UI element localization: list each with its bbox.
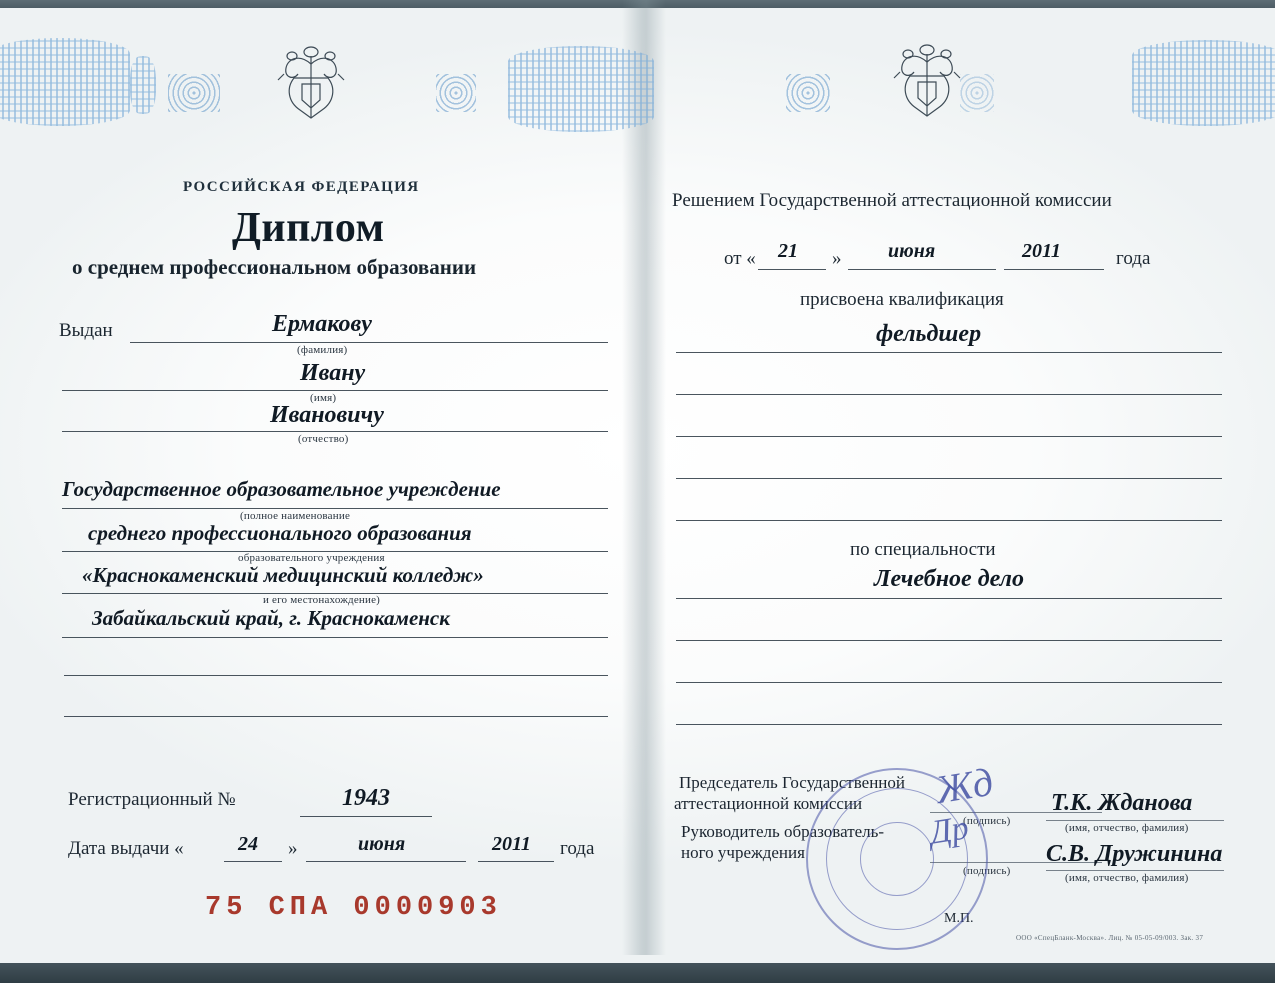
blank-rule-left-1	[64, 675, 608, 676]
security-guilloche-band	[0, 28, 1275, 146]
issue-year-rule	[478, 861, 554, 862]
commission-decision-line: Решением Государственной аттестационной комиссии	[672, 190, 1112, 211]
specialty-rule-4	[676, 724, 1222, 725]
chairman-signature: Жд	[932, 758, 997, 813]
decision-day-rule	[758, 269, 826, 270]
chairman-name-rule	[1046, 820, 1224, 821]
issue-year-suffix: года	[560, 838, 595, 859]
specialty-rule-3	[676, 682, 1222, 683]
firstname-value: Ивану	[300, 360, 366, 386]
head-name: С.В. Дружинина	[1046, 841, 1223, 867]
decision-year: 2011	[1022, 240, 1061, 262]
chairman-name: Т.К. Жданова	[1051, 790, 1193, 816]
issue-date-label: Дата выдачи «	[68, 838, 184, 859]
institution-line-1: Государственное образовательное учреждение	[62, 477, 501, 501]
qualification-rule-1	[676, 352, 1222, 353]
issue-month: июня	[358, 833, 406, 855]
institution-rule-1	[62, 508, 608, 509]
head-name-rule	[1046, 870, 1224, 871]
surname-rule	[130, 342, 608, 343]
qualification-rule-3	[676, 436, 1222, 437]
head-name-hint: (имя, отчество, фамилия)	[1065, 872, 1189, 884]
institution-hint-3: и его местонахождение)	[263, 594, 381, 606]
issue-quote-close: »	[288, 838, 298, 859]
from-date-label: от «	[724, 248, 756, 269]
qualification-value: фельдшер	[876, 321, 982, 347]
qualification-label: присвоена квалификация	[800, 289, 1004, 310]
firstname-rule	[62, 390, 608, 391]
decision-year-rule	[1004, 269, 1104, 270]
head-role-line-2: ного учреждения	[681, 843, 805, 862]
qualification-rule-2	[676, 394, 1222, 395]
chairman-name-hint: (имя, отчество, фамилия)	[1065, 822, 1189, 834]
specialty-rule-2	[676, 640, 1222, 641]
head-role-line-1: Руководитель образователь-	[681, 822, 885, 841]
page-subtitle: о среднем профессиональном образовании	[72, 255, 477, 279]
patronymic-rule	[62, 431, 608, 432]
coat-of-arms-icon	[272, 44, 350, 130]
page-title: Диплом	[232, 205, 385, 251]
issue-year: 2011	[492, 833, 531, 855]
country-line: РОССИЙСКАЯ ФЕДЕРАЦИЯ	[183, 179, 420, 195]
surname-hint: (фамилия)	[297, 344, 348, 356]
decision-year-suffix: года	[1116, 248, 1151, 269]
specialty-rule-1	[676, 598, 1222, 599]
patronymic-value: Ивановичу	[270, 402, 384, 428]
registration-label: Регистрационный №	[68, 789, 236, 810]
decision-quote-close: »	[832, 248, 842, 269]
head-signature-hint: (подпись)	[963, 865, 1011, 877]
chairman-role-line-2: аттестационной комиссии	[674, 794, 863, 813]
seal-label: М.П.	[944, 911, 974, 926]
qualification-rule-5	[676, 520, 1222, 521]
surname-value: Ермакову	[272, 311, 372, 337]
printer-note: ООО «СпецБланк-Москва». Лиц. № 05-05-09/003. Зак. 37	[1016, 934, 1204, 942]
institution-hint-1: (полное наименование	[240, 510, 351, 522]
issued-to-label: Выдан	[59, 320, 113, 341]
qualification-rule-4	[676, 478, 1222, 479]
chairman-signature-hint: (подпись)	[963, 815, 1011, 827]
serial-number: 75 СПА 0000903	[205, 893, 502, 923]
institution-line-2: среднего профессионального образования	[88, 521, 472, 545]
specialty-value: Лечебное дело	[874, 566, 1024, 592]
institution-line-4: Забайкальский край, г. Краснокаменск	[92, 606, 450, 630]
institution-rule-4	[62, 637, 608, 638]
registration-number: 1943	[342, 785, 390, 811]
institution-hint-2: образовательного учреждения	[238, 552, 385, 564]
decision-month-rule	[848, 269, 996, 270]
decision-month: июня	[888, 240, 936, 262]
blank-rule-left-2	[64, 716, 608, 717]
institution-line-3: «Краснокаменский медицинский колледж»	[82, 563, 484, 587]
issue-day-rule	[224, 861, 282, 862]
issue-day: 24	[238, 833, 258, 855]
coat-of-arms-icon	[888, 42, 966, 128]
registration-rule	[300, 816, 432, 817]
specialty-label: по специальности	[850, 539, 996, 560]
chairman-role-line-1: Председатель Государственной	[679, 773, 905, 792]
firstname-hint: (имя)	[310, 392, 337, 404]
head-signature: Др	[927, 809, 972, 852]
decision-day: 21	[778, 240, 798, 262]
issue-month-rule	[306, 861, 466, 862]
patronymic-hint: (отчество)	[298, 433, 349, 445]
